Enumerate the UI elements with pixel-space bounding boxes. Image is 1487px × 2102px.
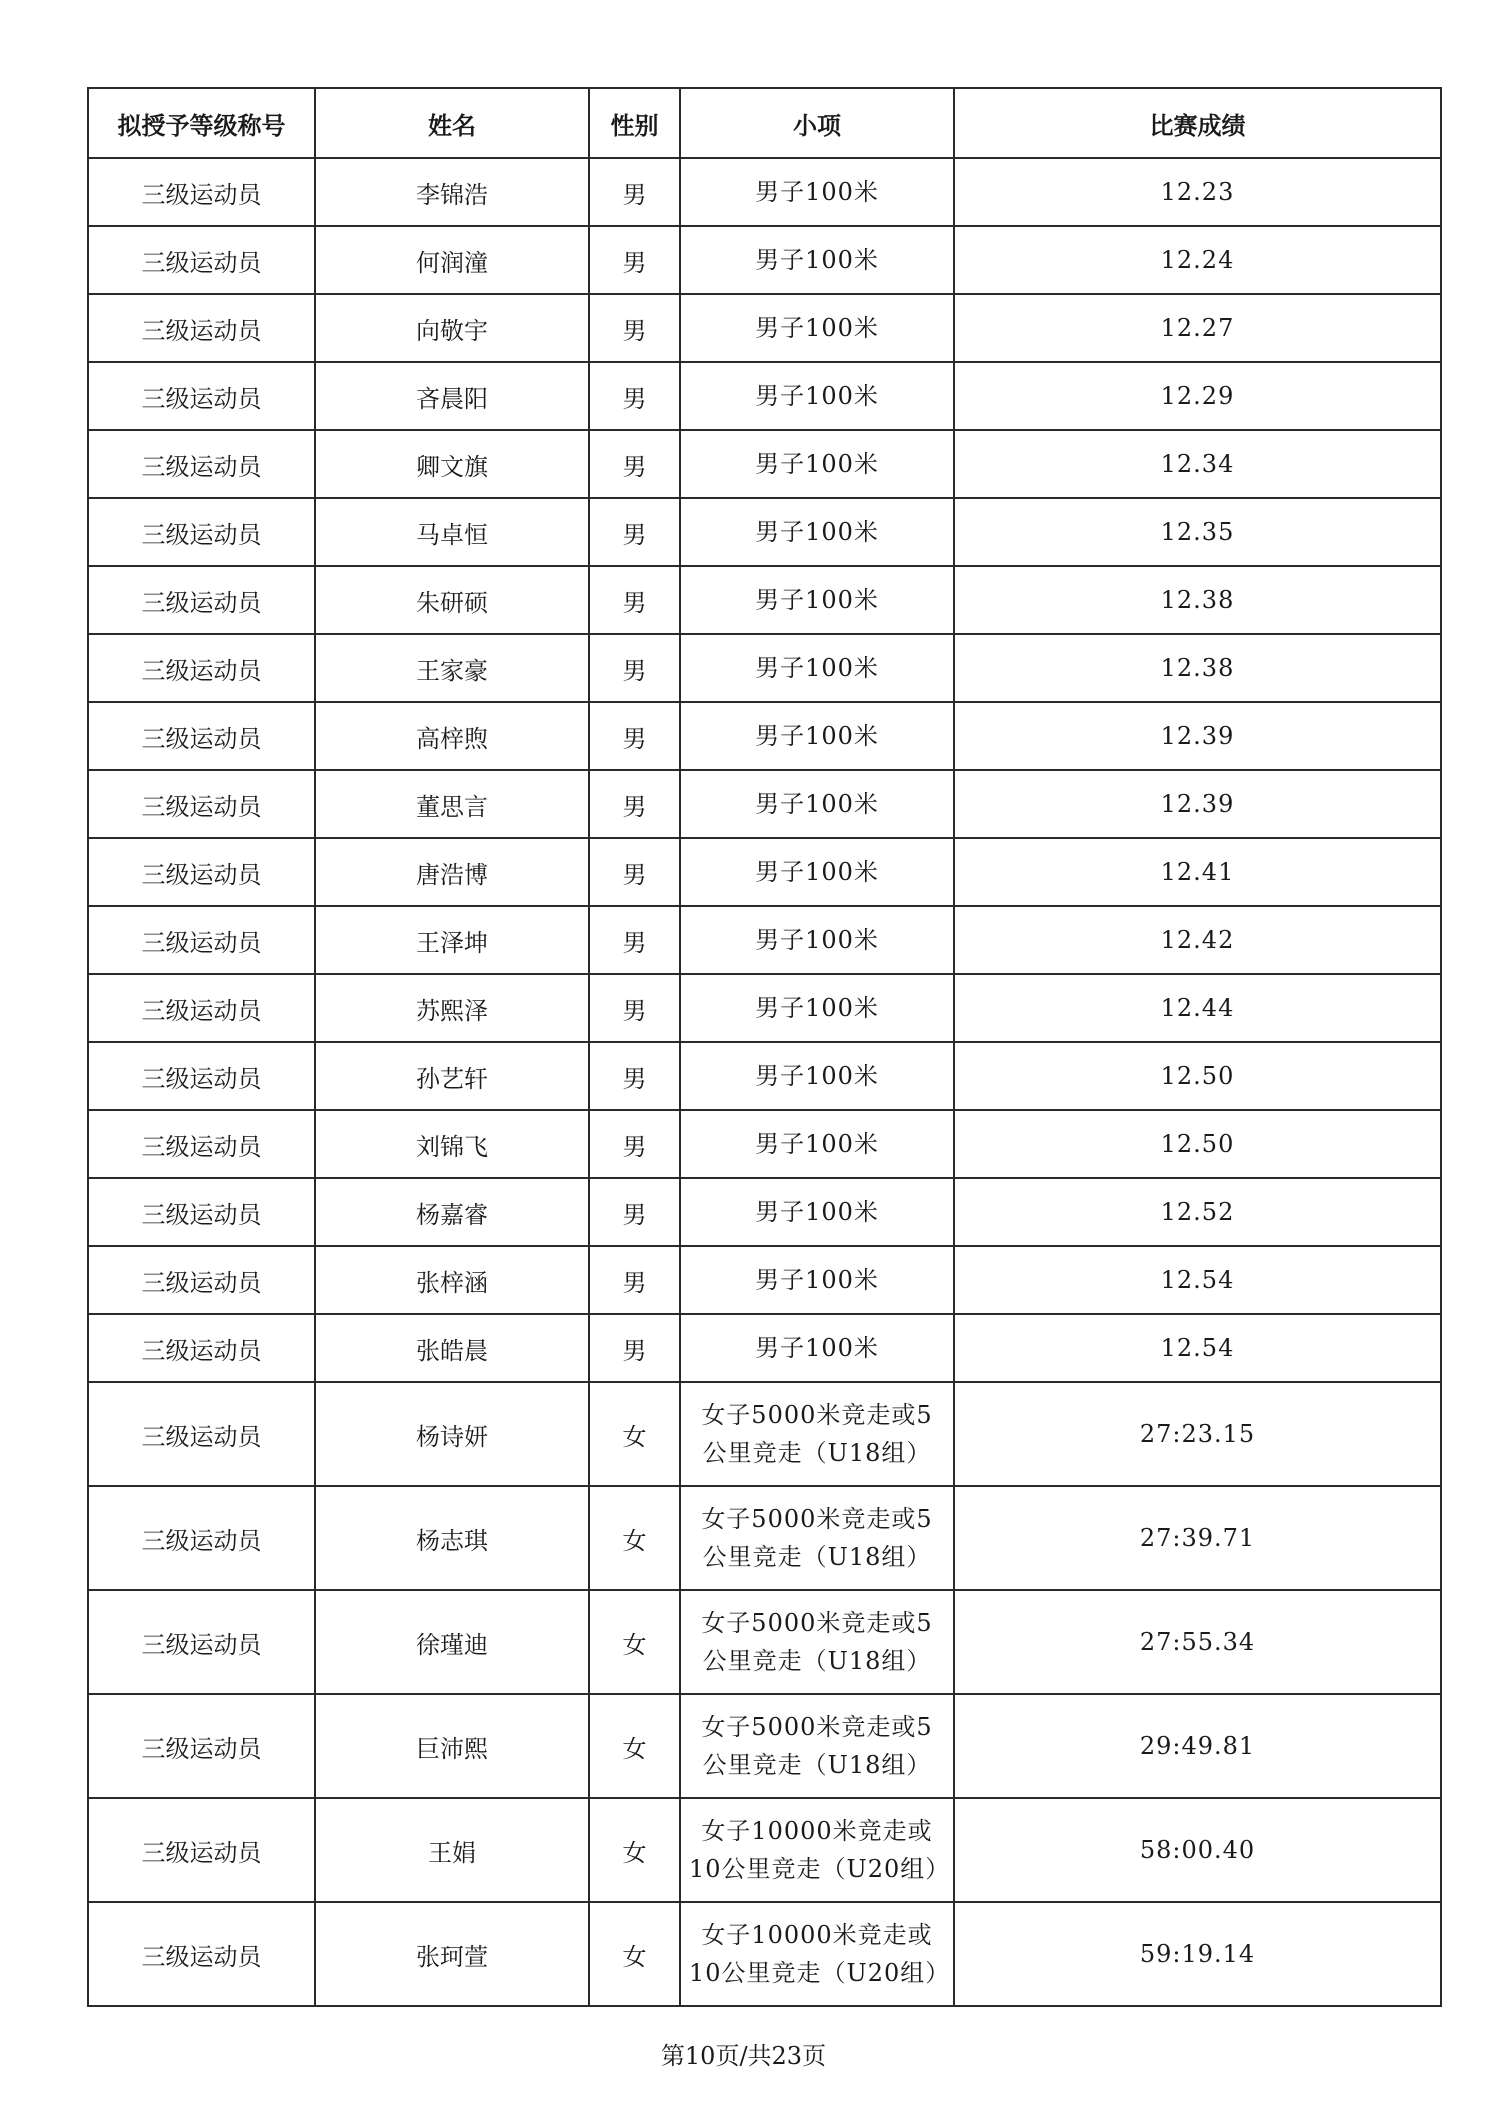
- cell-name: 徐瑾迪: [315, 1590, 589, 1694]
- cell-level: 三级运动员: [88, 906, 315, 974]
- cell-score: 12.42: [954, 906, 1441, 974]
- table-row: [88, 430, 1441, 498]
- cell-score: 12.38: [954, 634, 1441, 702]
- cell-score: 12.50: [954, 1110, 1441, 1178]
- cell-event: 女子5000米竞走或5公里竞走（U18组）: [680, 1694, 954, 1798]
- cell-event: 男子100米: [680, 294, 954, 362]
- cell-name: 卿文旗: [315, 430, 589, 498]
- cell-name: 杨嘉睿: [315, 1178, 589, 1246]
- cell-name: 何润潼: [315, 226, 589, 294]
- cell-name: 刘锦飞: [315, 1110, 589, 1178]
- cell-event: 男子100米: [680, 362, 954, 430]
- cell-level: 三级运动员: [88, 1246, 315, 1314]
- cell-event: 男子100米: [680, 906, 954, 974]
- cell-event: 男子100米: [680, 1246, 954, 1314]
- cell-gender: 男: [589, 1110, 680, 1178]
- table-row: [88, 838, 1441, 906]
- table-row: [88, 498, 1441, 566]
- cell-score: 12.44: [954, 974, 1441, 1042]
- cell-event: 女子5000米竞走或5公里竞走（U18组）: [680, 1382, 954, 1486]
- table-header-row: [88, 88, 1441, 158]
- cell-event: 男子100米: [680, 1110, 954, 1178]
- cell-score: 12.54: [954, 1246, 1441, 1314]
- cell-name: 张梓涵: [315, 1246, 589, 1314]
- cell-level: 三级运动员: [88, 1486, 315, 1590]
- cell-gender: 男: [589, 566, 680, 634]
- table-row: [88, 1798, 1441, 1902]
- cell-score: 12.38: [954, 566, 1441, 634]
- cell-gender: 男: [589, 1042, 680, 1110]
- cell-score: 12.39: [954, 702, 1441, 770]
- cell-gender: 男: [589, 294, 680, 362]
- cell-level: 三级运动员: [88, 974, 315, 1042]
- cell-level: 三级运动员: [88, 634, 315, 702]
- cell-name: 张皓晨: [315, 1314, 589, 1382]
- cell-name: 王娟: [315, 1798, 589, 1902]
- cell-event: 女子5000米竞走或5公里竞走（U18组）: [680, 1590, 954, 1694]
- cell-score: 12.54: [954, 1314, 1441, 1382]
- header-score: 比赛成绩: [954, 88, 1441, 158]
- cell-score: 12.39: [954, 770, 1441, 838]
- cell-gender: 女: [589, 1590, 680, 1694]
- table-row: [88, 1902, 1441, 2006]
- cell-gender: 女: [589, 1902, 680, 2006]
- cell-level: 三级运动员: [88, 1042, 315, 1110]
- table-row: [88, 1590, 1441, 1694]
- cell-name: 马卓恒: [315, 498, 589, 566]
- roster-sheet: [87, 87, 1440, 2007]
- table-row: [88, 974, 1441, 1042]
- cell-score: 12.27: [954, 294, 1441, 362]
- table-row: [88, 566, 1441, 634]
- athlete-roster-table: [87, 87, 1442, 2007]
- table-row: [88, 1246, 1441, 1314]
- cell-level: 三级运动员: [88, 566, 315, 634]
- cell-level: 三级运动员: [88, 702, 315, 770]
- cell-gender: 男: [589, 430, 680, 498]
- cell-level: 三级运动员: [88, 226, 315, 294]
- cell-event: 男子100米: [680, 566, 954, 634]
- cell-level: 三级运动员: [88, 1694, 315, 1798]
- cell-event: 男子100米: [680, 158, 954, 226]
- cell-score: 59:19.14: [954, 1902, 1441, 2006]
- cell-event: 男子100米: [680, 1178, 954, 1246]
- cell-gender: 男: [589, 770, 680, 838]
- cell-level: 三级运动员: [88, 1110, 315, 1178]
- cell-gender: 男: [589, 974, 680, 1042]
- cell-level: 三级运动员: [88, 1590, 315, 1694]
- table-row: [88, 1042, 1441, 1110]
- table-row: [88, 1178, 1441, 1246]
- cell-gender: 女: [589, 1486, 680, 1590]
- cell-level: 三级运动员: [88, 1314, 315, 1382]
- cell-gender: 男: [589, 634, 680, 702]
- table-row: [88, 1486, 1441, 1590]
- cell-level: 三级运动员: [88, 362, 315, 430]
- cell-level: 三级运动员: [88, 430, 315, 498]
- cell-level: 三级运动员: [88, 1798, 315, 1902]
- cell-gender: 女: [589, 1382, 680, 1486]
- header-event: 小项: [680, 88, 954, 158]
- cell-level: 三级运动员: [88, 1902, 315, 2006]
- cell-level: 三级运动员: [88, 498, 315, 566]
- cell-event: 男子100米: [680, 770, 954, 838]
- header-level: 拟授予等级称号: [88, 88, 315, 158]
- table-row: [88, 1314, 1441, 1382]
- cell-event: 男子100米: [680, 1314, 954, 1382]
- cell-score: 12.23: [954, 158, 1441, 226]
- cell-gender: 男: [589, 1246, 680, 1314]
- cell-score: 12.34: [954, 430, 1441, 498]
- cell-name: 向敬宇: [315, 294, 589, 362]
- cell-event: 女子5000米竞走或5公里竞走（U18组）: [680, 1486, 954, 1590]
- cell-score: 58:00.40: [954, 1798, 1441, 1902]
- cell-event: 男子100米: [680, 634, 954, 702]
- cell-score: 12.50: [954, 1042, 1441, 1110]
- cell-level: 三级运动员: [88, 1178, 315, 1246]
- cell-score: 27:55.34: [954, 1590, 1441, 1694]
- cell-name: 王家豪: [315, 634, 589, 702]
- header-gender: 性别: [589, 88, 680, 158]
- cell-name: 唐浩博: [315, 838, 589, 906]
- cell-event: 男子100米: [680, 1042, 954, 1110]
- table-row: [88, 770, 1441, 838]
- cell-gender: 男: [589, 158, 680, 226]
- cell-name: 张珂萱: [315, 1902, 589, 2006]
- cell-event: 女子10000米竞走或10公里竞走（U20组）: [680, 1902, 954, 2006]
- cell-score: 12.52: [954, 1178, 1441, 1246]
- cell-name: 李锦浩: [315, 158, 589, 226]
- header-name: 姓名: [315, 88, 589, 158]
- cell-gender: 女: [589, 1798, 680, 1902]
- cell-gender: 男: [589, 1314, 680, 1382]
- cell-name: 杨诗妍: [315, 1382, 589, 1486]
- cell-name: 苏熙泽: [315, 974, 589, 1042]
- table-row: [88, 702, 1441, 770]
- cell-score: 12.29: [954, 362, 1441, 430]
- page-number-footer: 第10页/共23页: [660, 2042, 827, 2070]
- cell-level: 三级运动员: [88, 294, 315, 362]
- cell-level: 三级运动员: [88, 770, 315, 838]
- cell-gender: 男: [589, 498, 680, 566]
- table-row: [88, 362, 1441, 430]
- cell-event: 男子100米: [680, 226, 954, 294]
- table-body: [88, 158, 1441, 2006]
- cell-gender: 女: [589, 1694, 680, 1798]
- table-row: [88, 158, 1441, 226]
- cell-score: 29:49.81: [954, 1694, 1441, 1798]
- table-row: [88, 1382, 1441, 1486]
- cell-name: 高梓煦: [315, 702, 589, 770]
- cell-level: 三级运动员: [88, 158, 315, 226]
- cell-gender: 男: [589, 1178, 680, 1246]
- cell-gender: 男: [589, 838, 680, 906]
- cell-name: 吝晨阳: [315, 362, 589, 430]
- cell-score: 27:23.15: [954, 1382, 1441, 1486]
- table-row: [88, 634, 1441, 702]
- cell-name: 董思言: [315, 770, 589, 838]
- cell-name: 朱研硕: [315, 566, 589, 634]
- table-row: [88, 294, 1441, 362]
- cell-gender: 男: [589, 906, 680, 974]
- table-row: [88, 226, 1441, 294]
- table-row: [88, 906, 1441, 974]
- cell-event: 男子100米: [680, 974, 954, 1042]
- cell-name: 孙艺轩: [315, 1042, 589, 1110]
- cell-name: 杨志琪: [315, 1486, 589, 1590]
- cell-event: 男子100米: [680, 430, 954, 498]
- cell-score: 12.35: [954, 498, 1441, 566]
- cell-gender: 男: [589, 362, 680, 430]
- cell-name: 巨沛熙: [315, 1694, 589, 1798]
- cell-event: 男子100米: [680, 702, 954, 770]
- cell-score: 12.24: [954, 226, 1441, 294]
- cell-event: 女子10000米竞走或10公里竞走（U20组）: [680, 1798, 954, 1902]
- cell-gender: 男: [589, 702, 680, 770]
- cell-event: 男子100米: [680, 838, 954, 906]
- cell-event: 男子100米: [680, 498, 954, 566]
- cell-level: 三级运动员: [88, 838, 315, 906]
- table-row: [88, 1110, 1441, 1178]
- table-row: [88, 1694, 1441, 1798]
- cell-name: 王泽坤: [315, 906, 589, 974]
- cell-score: 27:39.71: [954, 1486, 1441, 1590]
- cell-gender: 男: [589, 226, 680, 294]
- cell-score: 12.41: [954, 838, 1441, 906]
- cell-level: 三级运动员: [88, 1382, 315, 1486]
